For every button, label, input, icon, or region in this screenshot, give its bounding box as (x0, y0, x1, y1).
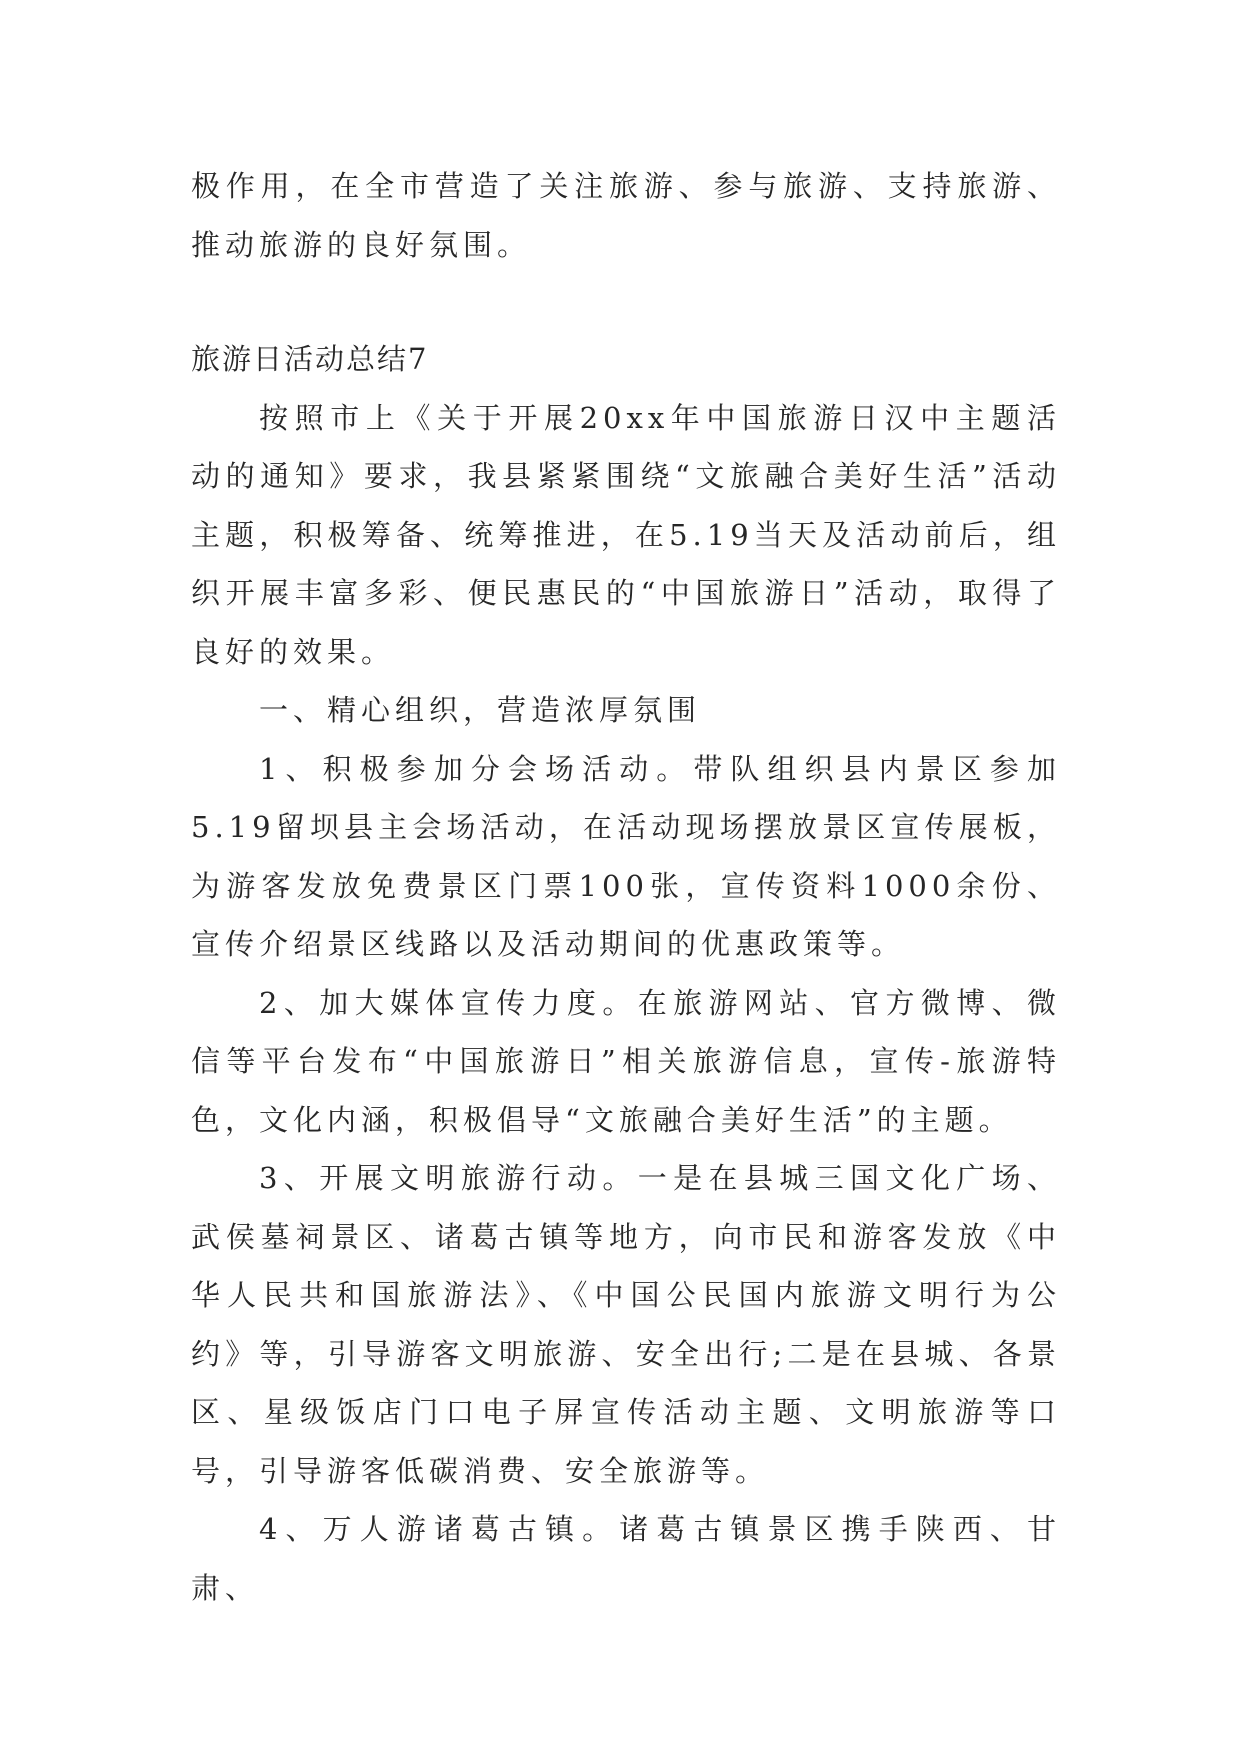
section-title: 旅游日活动总结7 (191, 342, 429, 376)
paragraph-item-4: 4、万人游诸葛古镇。诸葛古镇景区携手陕西、甘肃、 (191, 1512, 1061, 1605)
subheading-organize: 一、精心组织，营造浓厚氛围 (259, 693, 702, 727)
paragraph-item-1: 1、积极参加分会场活动。带队组织县内景区参加5.19留坝县主会场活动，在活动现场摆放景区宣传展板，为游客发放免费景区门票100张，宣传资料1000余份、宣传介绍景区线路以及活动期间的优惠政策等。 (191, 751, 1061, 961)
paragraph-item-2: 2、加大媒体宣传力度。在旅游网站、官方微博、微信等平台发布“中国旅游日”相关旅游信息，宣传-旅游特色，文化内涵，积极倡导“文旅融合美好生活”的主题。 (191, 985, 1061, 1137)
document-body (191, 157, 1061, 1617)
paragraph-item-3: 3、开展文明旅游行动。一是在县城三国文化广场、武侯墓祠景区、诸葛古镇等地方，向市民和游客发放《中华人民共和国旅游法》、《中国公民国内旅游文明行为公约》等，引导游客文明旅游、安全出行;二是在县城、各景区、星级饭店门口电子屏宣传活动主题、文明旅游等口号，引导游客低碳消费、安全旅游等。 (191, 1161, 1061, 1488)
paragraph-intro: 按照市上《关于开展20xx年中国旅游日汉中主题活动的通知》要求，我县紧紧围绕“文旅融合美好生活”活动主题，积极筹备、统筹推进，在5.19当天及活动前后，组织开展丰富多彩、便民惠民的“中国旅游日”活动，取得了良好的效果。 (191, 400, 1061, 669)
paragraph-continuation: 极作用，在全市营造了关注旅游、参与旅游、支持旅游、推动旅游的良好氛围。 (191, 169, 1061, 262)
